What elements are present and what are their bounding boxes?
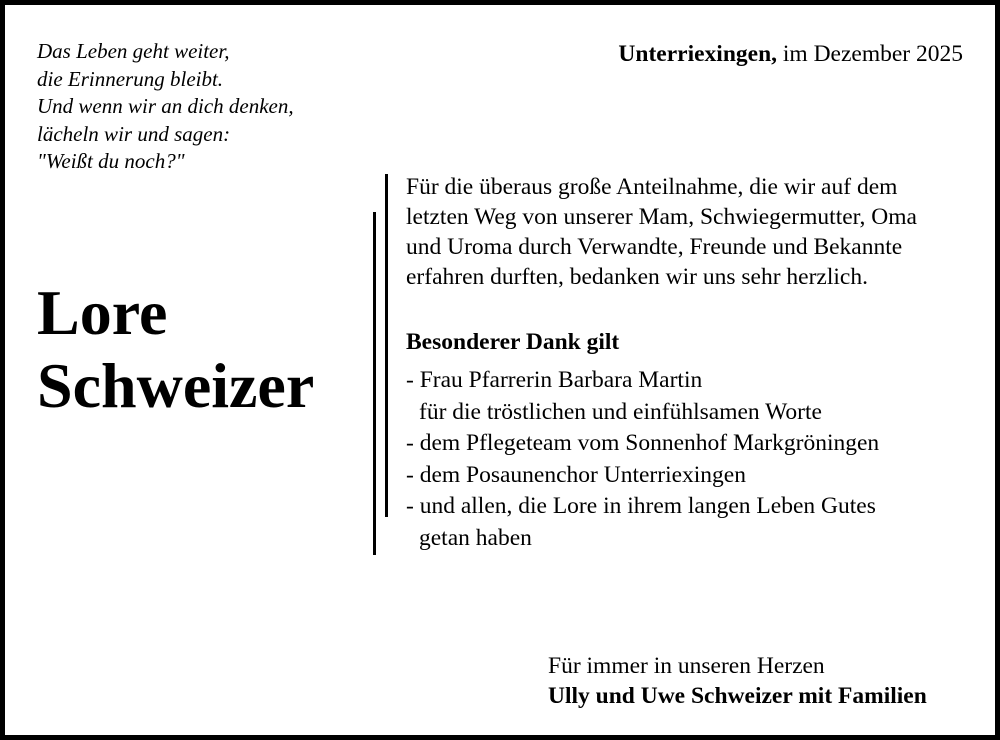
list-item: - dem Pflegeteam vom Sonnenhof Markgröningen [406, 430, 880, 456]
place-name: Unterriexingen, [618, 41, 778, 67]
memorial-poem [37, 38, 294, 176]
list-item: - und allen, die Lore in ihrem langen Leben Gutes [406, 493, 876, 519]
poem-line: die Erinnerung bleibt. [37, 66, 224, 91]
signature: Ully und Uwe Schweizer mit Familien [548, 683, 927, 709]
thanks-line: letzten Weg von unserer Mam, Schwiegermutter, Oma [406, 204, 917, 230]
thanks-line: erfahren durften, bedanken wir uns sehr herzlich. [406, 264, 868, 290]
thanks-line: Für die überaus große Anteilnahme, die wir auf dem [406, 174, 898, 200]
poem-line: "Weißt du noch?" [37, 149, 185, 173]
poem-line: Das Leben geht weiter, [37, 39, 230, 63]
deceased-name [37, 276, 314, 422]
poem-line: Und wenn wir an dich denken, [37, 94, 294, 118]
list-item-continuation: für die tröstlichen und einfühlsamen Worte [419, 398, 822, 425]
poem-line: lächeln wir und sagen: [37, 121, 231, 146]
list-item: - dem Posaunenchor Unterriexingen [406, 461, 746, 488]
thanks-paragraph [406, 172, 917, 292]
closing-block [548, 651, 927, 711]
special-thanks-heading: Besonderer Dank gilt [406, 329, 620, 355]
special-thanks-list [406, 365, 879, 554]
date-text: im Dezember 2025 [782, 41, 963, 67]
closing-line: Für immer in unseren Herzen [548, 653, 825, 679]
decorative-divider-right [385, 174, 388, 517]
decorative-divider-left [373, 212, 376, 555]
list-item: - Frau Pfarrerin Barbara Martin [406, 367, 703, 393]
thanks-line: und Uroma durch Verwandte, Freunde und Bekannte [406, 234, 903, 260]
last-name: Schweizer [37, 350, 315, 421]
list-item-continuation: getan haben [419, 524, 532, 551]
place-and-date [618, 41, 963, 68]
first-name: Lore [37, 277, 168, 348]
